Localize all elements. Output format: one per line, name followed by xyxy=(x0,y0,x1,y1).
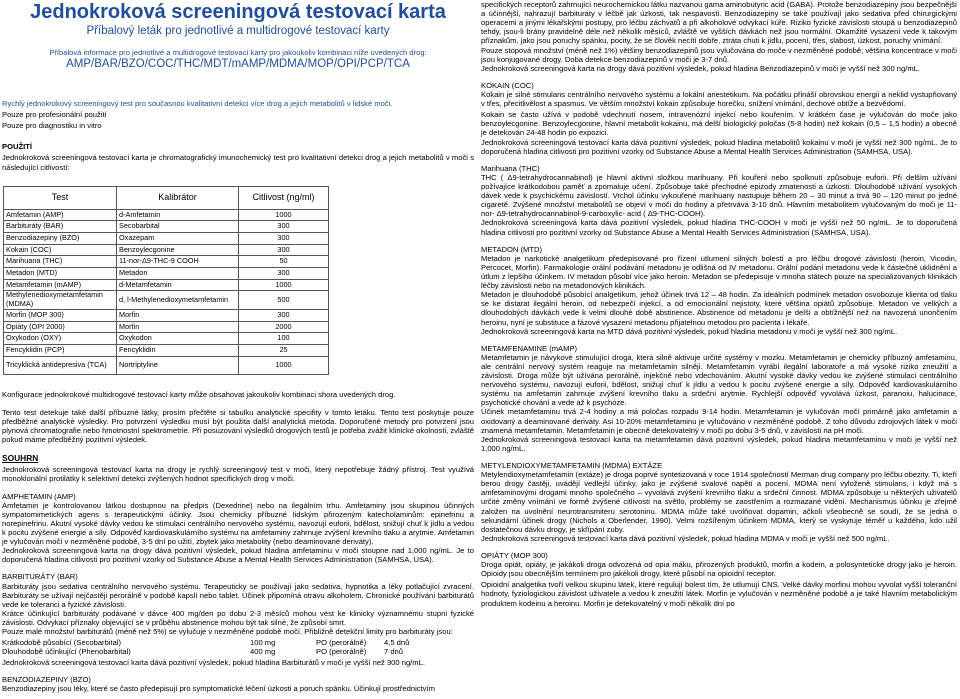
calibrator: Metadon xyxy=(117,268,239,280)
test-name: Morfin (MOP 300) xyxy=(4,309,117,321)
souhrn-heading: SOUHRN xyxy=(2,453,39,464)
amp-text-2: Jednokroková screeningová karta na drogy dává pozitivní výsledek, pokud hladina amfetaminu v moči stoupne nad 1,000 ng/mL. Je to doporučená hladina citlivosti pro pozitivní vzorky od Substance Abuse a Mental Health Services Administration (SAMHSA, USA). xyxy=(2,546,474,565)
sensitivity-value: 1000 xyxy=(239,209,329,221)
col-sensitivity: Citlivost (ng/ml) xyxy=(239,186,329,209)
test-name: Kokain (COC) xyxy=(4,244,117,256)
calibrator: Morfin xyxy=(117,309,239,321)
coc-heading: KOKAIN (COC) xyxy=(481,80,534,90)
col-test: Test xyxy=(4,186,117,209)
calibrator: Benzoylecgonine xyxy=(117,244,239,256)
calibrator: Oxazepam xyxy=(117,233,239,245)
configuration-text: Konfigurace jednokrokové multidrogové testovací karty může obsahovat jakoukoliv kombinaci shora uvedených drog. xyxy=(2,389,396,399)
test-name: Amfetamin (AMP) xyxy=(4,209,117,221)
col-calibrator: Kalibrátor xyxy=(117,186,239,209)
dose-duration: 4,5 dnů xyxy=(384,638,410,648)
opi-text-2: Opioidní analgetika tvoří velkou skupinu látek, které regulují bolest tím, že utlumují CNS. Velké dávky morfinu mohou vyvolat vyšší toleranční hodnoty, fyziologickou závislost užívatele a vedou k zneužití látek. Morfin je vylučován v nezměněné podobě a je také hlavním metabolickým produktem kodeinu a heroinu. Morfin je detekovatelný v moči několik dní po xyxy=(481,580,957,608)
use-in-vitro: Pouze pro diagnostiku in vitro xyxy=(2,121,102,131)
test-name: Benzodiazepiny (BZO) xyxy=(4,233,117,245)
mtd-heading: METADON (MTD) xyxy=(481,244,543,254)
mtd-text: Metadon je narkotické analgetikum předepisované pro řízení utlumení silných bolestí a pro léčbu drogové závislosti (heroin, Vicodin, Percocet, Morfin). Farmakologie orální podávání metadonu je odlišná od IV metadonu. Orální podání metadonu vede k částečné uklidnění a útlum z lepšího účinkem. IV metadon působí více jako heroin. Metadon se předepisuje v mnoha státech pouze na specializovaných klinikách léčby závislosti nebo na metadonových klinikách. xyxy=(481,253,957,291)
sensitivity-value: 500 xyxy=(239,291,329,310)
sensitivity-value: 300 xyxy=(239,244,329,256)
table-row xyxy=(4,209,329,221)
bzo-continued-3: Jednokroková screeningová karta na drogy dává pozitivní výsledek, pokud hladina Benzodiazepinů v moči je vyšší než 300 ng/mL. xyxy=(481,63,921,73)
test-name: Marihuana (THC) xyxy=(4,256,117,268)
document-intro: Příbalová informace pro jednotlivé a multidrogové testovací karty pro jakoukoliv kombinaci níže uvedených drog: xyxy=(49,48,427,57)
bar-heading: BARBITURÁTY (BAR) xyxy=(2,572,78,582)
calibrator: Oxykodon xyxy=(117,333,239,345)
left-column xyxy=(2,0,474,694)
table-body xyxy=(4,209,329,374)
use-professional: Pouze pro profesionální použití xyxy=(2,110,107,120)
bar-text: Barbituráty jsou sedativa centrálního nervového systému. Terapeuticky se používají jako sedativa, hypnotika a léky potlačující zvracení. Barbituráty se užívají nejčastěji perorálně v podobě kapslí nebo tablet. Účinek připomíná otravu alkoholem. Chronické používání barbiturátů vede ke toleranci a fyzické závislosti. xyxy=(2,581,474,609)
bzo-text: Benzodiazepiny jsou léky, které se často předepisují pro symptomatické léčení úzkosti a poruch spánku. Účinkují prostřednictvím xyxy=(2,684,435,694)
test-name: Opiáty (OPI 2000) xyxy=(4,321,117,333)
amp-heading: AMPHETAMIN (AMP) xyxy=(2,491,76,501)
bar-text-3: Pouze malé množství barbiturátů (méně než 5%) se vylučuje v nezměněné podobě močí. Přibližně detekční limity pro barbituráty jsou: xyxy=(2,627,453,637)
coc-text: Kokain je silné stimulans centrálního nervového systému a lokální anestetikum. Na počátku přináší obrovskou energii a neklid vystupňovaný v třes, přecitlivělost a spasmus. Ve větším množství kokain způsobuje horečku, snížení vnímání, dechové obtíže a bezvědomí. xyxy=(481,89,957,109)
sensitivity-value: 300 xyxy=(239,221,329,233)
test-name: Methylenedioxymetamfetamin (MDMA) xyxy=(4,291,117,310)
dose-duration: 7 dnů xyxy=(384,647,404,657)
table-row xyxy=(4,256,329,268)
bar-text-4: Jednokroková screeningová testovací karta dává pozitivní výsledek, pokud hladina Barbiturátů v moči je vyšší než 300 ng/mL. xyxy=(2,658,425,668)
table-row xyxy=(4,345,329,357)
calibrator: d, l-Methylenedioxymetamfetamin xyxy=(117,291,239,310)
table-row xyxy=(4,356,329,374)
souhrn-text: Jednokroková screeningová testovací karta na drogy je rychlý screeningový test v moči, který nepotřebuje žádný přístroj. Test využívá monoklonální protilátky k selektivní detekci zvýšených hodnot specifických drog v moči. xyxy=(2,465,474,484)
sensitivity-value: 1000 xyxy=(239,356,329,374)
usage-text: Jednokroková screeningová testovací karta je chromatografický imunochemický test pro kvalitativní detekci drog a jejich metabolitů v moči s následující citlivostí: xyxy=(2,153,474,172)
mamp-text-2: Účinek metamfetaminu trvá 2-4 hodiny a má poločas rozpadu 9-14 hodin. Metamfetamin je vylučován močí primárně jako amfetamin a oxidovaný a deaminované deriváty. Asi 10-20% metamfetaminu je vylučováno v nezměněné podobě. Z toho důvodu zdrojových látek v moči znamená metamfetamin. Metamfetamin je obecně detekovatelný v moči po dobu 3-5 dnů, v závislosti na pH moči. xyxy=(481,407,957,435)
dose-row xyxy=(2,638,409,647)
table-header-row xyxy=(4,186,329,209)
dose-name: Krátkodobě působící (Secobarbital) xyxy=(2,638,122,648)
test-name: Metamfetamin (mAMP) xyxy=(4,279,117,291)
mtd-text-3: Jednokroková screeningová karta na MTD dává pozitivní výsledek, pokud hladina metadonu v moči je vyšší než 300 ng/mL. xyxy=(481,326,898,336)
sensitivity-value: 300 xyxy=(239,268,329,280)
opi-heading: OPIÁTY (MOP 300) xyxy=(481,551,548,561)
bzo-heading: BENZODIAZEPINY (BZO) xyxy=(2,675,91,685)
coc-text-3: Jednokroková screeningová testovací karta dává pozitivní výsledek, pokud hladina metabolitů kokainu v moči je vyšší než 300 ng/mL. Je to doporučená hladina citlivosti pro pozitivní vzorky od Substance Abuse a Mental Health Services Administration (SAMHSA, USA). xyxy=(481,137,957,156)
coc-text-2: Kokain se často užívá v podobě vdechnutí nosem, intravenózní injekcí nebo kouřením. V krátkém čase je vylučován do moče jako benzoylecgonine. Benzoylecgonine, hlavní metabolit kokainu, má delší biologický poločas (5-8 hodin) než kokain (0,5 – 1,5 hodin) a obecně je detekován 24-48 hodin po expozici. xyxy=(481,110,957,138)
amp-text: Amfetamin je kontrolovanou látkou dostupnou na předpis (Dexedrine) nebo na ilegálním trhu. Amfetaminy jsou skupinou účinných sympatomimetických agens s terapeutickými účinky. Jsou chemicky příbuzné lidským přirozeným katecholaminům: epinefrinu a norepinefrinu. Akutní vysoké dávky vedou ke stimulaci centrálního nervového systému, navozují euforii, bdělost, snižují chuť k jídlu a vedou k pocitu zvýšené energie a síly. Odpověď kardiovaskulárního systému na amfetaminy zahrnuje zvýšení krevního tlaku a arytmie. Amfetamin je vylučován močí v nezměněné podobě, 3-5 dní po užití, zbytek jako metabolity (nebo deaminované deriváty). xyxy=(2,500,474,547)
sensitivity-value: 2000 xyxy=(239,321,329,333)
table-row xyxy=(4,321,329,333)
sensitivity-table xyxy=(3,186,329,375)
thc-text: THC ( Δ9-tetrahydrocannabinol) je hlavní aktivní složkou marihuany. Při kouření nebo spolknutí způsobuje euforii. Při delším užívání požívajíce krátkodobou paměť a zpomalujе učení. Způsobuje také přechodné epizody zmatenosti a úzkosti. Dlouhodobě užívání vysokých dávek vede k psychickému závislostí. Vrchol účinku vykouřené marihuany nastupuje během 20 – 30 minut a trvá 90 – 120 minut po jedné cigaretě. Zvýšené množství metabolitů se objeví v moči do hodiny a přetrvává 3-10 dnů. Hlavním metabolitem vylučovaným do moči je 11-nor- Δ9-tetrahydrocannabinol-9-carboxylic- acid ( Δ9-THC-COOH). xyxy=(481,172,957,219)
sensitivity-value: 100 xyxy=(239,333,329,345)
mamp-heading: METAMFENAMINE (mAMP) xyxy=(481,343,578,353)
table-row xyxy=(4,244,329,256)
bzo-continued: specifických receptorů zahrnující neurochemickou látku nazvanou gama aminobutyric acid (GABA). Protože benzodiazepiny jsou bezpečnější a účinnější, nahrazují barbituráty v léčbě jak úzkosti, tak nespavosti. Benzodiazepiny se také používají jako sedativa před chirurgickými operacemi a jinými lékařskými postupy, pro léčbu záchvatů a při alkoholové odvykací kúře. Riziko fyzické závislosti stoupá u benzodiazepinů tehdy, jsou-li brány pravidelně déle než několik měsíců, zvláště ve vyšších dávkách než jsou normální. Okamžité vysazení vede k takovým příznakům, jako jsou poruchy spánku, pocity, že se člověk necítí dobře, ztráta chuti k jídlu, pocení, třes, slabost, úzkost, poruchy vnímání. xyxy=(481,0,957,46)
dose-amount: 100 mg xyxy=(250,638,276,648)
purpose-text: Rychlý jednokrokový screeningový test pro současnou kvalitativní detekci více drog a jejich metabolitů v lidské moči. xyxy=(2,99,393,108)
table-row xyxy=(4,309,329,321)
calibrator: d-Metamfetamin xyxy=(117,279,239,291)
calibrator: d-Amfetamin xyxy=(117,209,239,221)
drug-codes: AMP/BAR/BZO/COC/THC/MDT/mAMP/MDMA/MOP/OPI/PCP/TCA xyxy=(66,58,410,70)
mdma-text: Metylendioxymetamfetamin (extáze) je droga poprvé syntetizovaná v roce 1914 společností Merman drug company pro léčbu obezity. Ti, kteří berou drogy častěji, uvádějí vedlejší účinky, jako je zvýšené svalové napětí a pocení. MDMA není vyloženě stimulans, i když má s amfetaminovými drogami mnoho společného – vyvolává zvýšení krevního tlaku a srdeční činnost. MDMA způsobuje u některých uživatelů určité změny vnímání ve formě zvýšené citlivosti na světlo, problémy se zaostřením a rozmazané vidění. Mechanismus účinku je zřejmě založen na uvolnění neurotransmiteru serotoninu. MDMA může také uvolňovat dopamin, ačkoli všeobecně se soudí, že se jedná o sekundární účinek drogy (Nichols a Oberlender, 1990). Velmi rozšířeným účinkem MDMA, který se vyskytuje téměř u každého, kdo užil dostatečnou dávku drogy, je skřípání zuby. xyxy=(481,470,957,534)
sensitivity-value: 300 xyxy=(239,233,329,245)
sensitivity-value: 50 xyxy=(239,256,329,268)
dose-route: PO (perorálně) xyxy=(316,647,367,657)
dose-table xyxy=(2,638,409,656)
thc-heading: Marihuana (THC) xyxy=(481,163,540,173)
calibrator: Nortriptyline xyxy=(117,356,239,374)
test-name: Metadon (MTD) xyxy=(4,268,117,280)
test-name: Tricyklická antidepresiva (TCA) xyxy=(4,356,117,374)
sensitivity-value: 300 xyxy=(239,309,329,321)
calibrator: 11-nor-Δ9-THC-9 COOH xyxy=(117,256,239,268)
usage-heading: POUŽITÍ xyxy=(2,142,32,152)
table-row xyxy=(4,268,329,280)
table-row xyxy=(4,291,329,310)
test-name: Oxykodon (OXY) xyxy=(4,333,117,345)
document-subtitle: Příbalový leták pro jednotlivé a multidrogové testovací karty xyxy=(86,25,390,37)
bzo-continued-2: Pouze stopová množství (méně než 1%) většiny benzodiazepinů jsou vylučována do moče v nezměněné podobě; většina koncentrace v moči jsou konjugované drogy. Doba detekce benzodiazepinů v moči je 3-7 dnů. xyxy=(481,45,957,64)
right-column xyxy=(481,0,957,608)
dose-name: Dlouhodobě účinkující (Phenobarbital) xyxy=(2,647,131,657)
mamp-text: Metamfetamin je návykové stimulující droga, která silně aktivuje určité systémy v mozku. Metamfetamin je chemicky příbuzný amfetaminu, ale centrální nervový systém reaguje na metamfetamin silněji. Metamfetamin vyrábí ilegální laboratoře a má vysoké riziko zneužití a závislosti. Droga může být užívána perorálně, injekčně nebo vdechováním. Akutní vysoké dávky vedou ke zvýšené stimulaci centrálního nervového systému, navozují euforii, bdělost, snižují chuť k jídlu a vedou k pocitu zvýšené energie a síly. Odpověď kardiovaskulárního systému na amfetamin zahrnuje zvýšení krevního tlaku a srdeční arytmie. Rychlejší odpověď vyvolává úzkost, paranoiu, halucinace, psychotické chování a vede až k psychóze. xyxy=(481,352,957,408)
bar-text-2: Krátce účinkující barbituráty podávané v dávce 400 mg/den po dobu 2-3 měsíců mohou vést ke klinicky významnému stupni fyzické závislosti. Odvykací příznaky objevující se v průběhu abstinence mohou být tak silné, že způsobí smrt. xyxy=(2,608,474,627)
mtd-text-2: Metadon je dlouhodobě působící analgetikum, jehož účinek trvá 12 – 48 hodin. Za ideálních podmínek metadon osvobozuje klienta od tlaku se ke distarat ilegální heroin, od nebezpečí injekcí, a od emocionální nejistoty, které většina opiátů způsobuje. Metadon ve velkých a dlouhodobých dávkách vede k velmi dlouhé době abstinence. Abstinence od metadonu je delší a obtížnější než na navozená unončením heroinu, nyní je substituce a fázové vysazení metadonu přijatelnou metodou pro pacienta i lékaře. xyxy=(481,290,957,327)
table-row xyxy=(4,221,329,233)
document-title: Jednokroková screeningová testovací karta xyxy=(30,1,446,23)
calibrator: Secobarbital xyxy=(117,221,239,233)
test-name: Fencyklidin (PCP) xyxy=(4,345,117,357)
calibrator: Fencyklidin xyxy=(117,345,239,357)
dose-row xyxy=(2,647,409,656)
dose-route: PO (perorálně) xyxy=(316,638,367,648)
sensitivity-value: 25 xyxy=(239,345,329,357)
table-row xyxy=(4,333,329,345)
opi-text: Droga opiát, opiáty, je jakákoli droga odvozená od opia máku, přirozených produktů, morfin a kodein, a polosyntetické drogy jako je heroin. Opioidy jsou obecnějším termínem pro jakékoli drogy, které působí na opioidní receptor. xyxy=(481,560,957,579)
test-name: Barbituráty (BAR) xyxy=(4,221,117,233)
mdma-text-2: Jednokroková screeningová testovací karta dává pozitivní výsledek, pokud hladina MDMA v moči je vyšší než 500 ng/mL. xyxy=(481,533,890,543)
table-row xyxy=(4,233,329,245)
note-text: Tento test detekuje také další příbuzné látky, prosím přečtěte si tabulku analytické specifity v tomto letáku. Tento test poskytuje pouze předběžné analytické výsledky. Pro potvrzení výsledku musí být použita další analytická metoda. Doporučené metody pro potvrzení jsou plynová chromatografie nebo hmotnostní spektrometrie. Při posuzování výsledků drogových testů je potřeba zvážit klinické okolnosti, zvláště pokud máme předběžný pozitivní výsledek. xyxy=(2,407,474,445)
mamp-text-3: Jednokroková screeningová testovací karta na metamfetamin dává pozitivní výsledek, pokud hladina metamfetaminu v moči je vyšší než 1,000 ng/mL. xyxy=(481,434,957,453)
sensitivity-value: 1000 xyxy=(239,279,329,291)
table-row xyxy=(4,279,329,291)
thc-text-2: Jednokroková screeningová karta dává pozitivní výsledek, pokud hladina THC-COOH v moči je vyšší než 50 ng/mL. Je to doporučená hladina citlivosti pro pozitivní vzorky od Substance Abuse a Mental Health Services Administration (SAMHSA, USA). xyxy=(481,218,957,237)
mdma-heading: METYLENDIOXYMETAMFETAMIN (MDMA) EXTÁZE xyxy=(481,461,663,471)
calibrator: Morfin xyxy=(117,321,239,333)
dose-amount: 400 mg xyxy=(250,647,276,657)
